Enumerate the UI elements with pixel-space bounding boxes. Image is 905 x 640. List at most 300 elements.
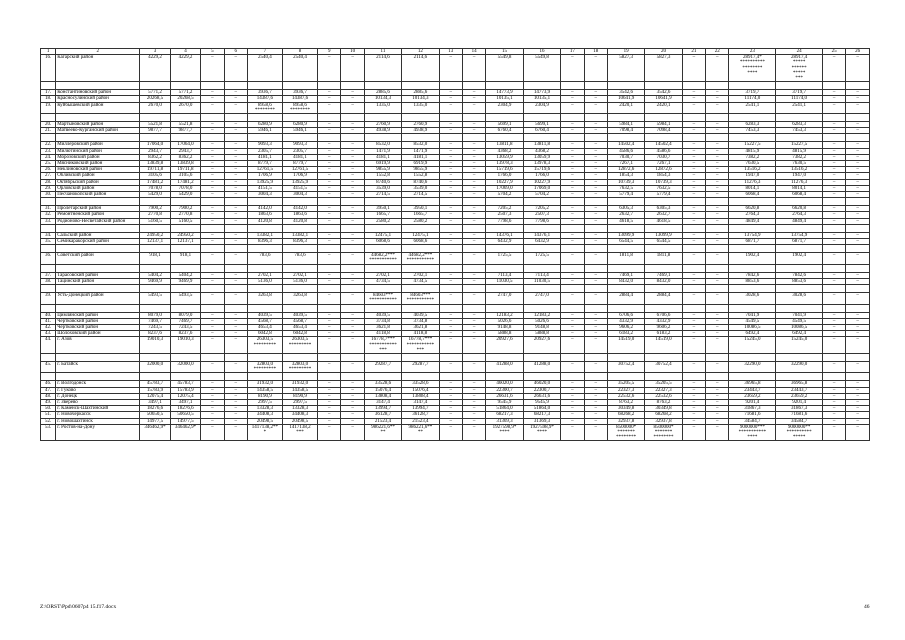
spacer-cell: [645, 134, 682, 142]
value-cell: –: [682, 154, 705, 160]
row-number-cell: 48.: [41, 393, 56, 399]
value-cell: 2305,7: [282, 148, 317, 154]
value-cell: –: [224, 399, 247, 405]
value-cell: 5704,2: [523, 192, 560, 198]
row-number-cell: 18.: [41, 96, 56, 102]
value-cell: –: [682, 253, 705, 264]
value-cell: 17064,0: [140, 142, 170, 148]
spacer-cell: [846, 245, 870, 253]
value-cell: –: [201, 278, 224, 284]
spacer-cell: [776, 304, 823, 312]
spacer-cell: [247, 82, 282, 90]
value-cell: 11030,5: [523, 278, 560, 284]
value-cell: –: [706, 318, 729, 324]
value-cell: –: [584, 406, 607, 412]
spacer-cell: [201, 224, 224, 232]
value-cell: 3147,4: [402, 399, 439, 405]
value-cell: –: [561, 272, 584, 278]
value-cell: –: [846, 361, 870, 372]
value-cell: –: [822, 212, 845, 218]
value-cell: 4938,9: [402, 128, 439, 134]
spacer-cell: [402, 304, 439, 312]
value-cell: –: [682, 272, 705, 278]
spacer-cell: [170, 245, 200, 253]
spacer-cell: [523, 264, 560, 272]
value-cell: 8779,7: [282, 161, 317, 167]
value-cell: 35205,5: [607, 381, 644, 387]
value-cell: –: [439, 331, 462, 337]
value-cell: –: [682, 387, 705, 393]
value-cell: 84603*** ***********: [402, 293, 439, 304]
value-cell: 4039,5: [402, 312, 439, 318]
value-cell: –: [584, 148, 607, 154]
value-cell: 4849,4: [776, 218, 823, 224]
spacer-cell: [140, 198, 170, 206]
value-cell: –: [822, 55, 845, 82]
value-cell: –: [462, 418, 485, 424]
spacer-cell: [561, 245, 584, 253]
row-number-cell: 39.: [41, 293, 56, 304]
value-cell: 12075,4: [170, 393, 200, 399]
value-cell: –: [584, 412, 607, 418]
value-cell: 6706,6: [607, 312, 644, 318]
value-cell: 1811,8: [607, 253, 644, 264]
value-cell: –: [846, 55, 870, 82]
value-cell: 11174,0: [729, 96, 776, 102]
value-cell: –: [561, 102, 584, 113]
column-number-cell: 23: [729, 49, 776, 55]
value-cell: 34408,3: [282, 412, 317, 418]
spacer-cell: [282, 353, 317, 361]
spacer-cell: [776, 134, 823, 142]
value-cell: 2747,0: [486, 293, 523, 304]
spacer-cell: [140, 373, 170, 381]
spacer-cell: [140, 285, 170, 293]
value-cell: –: [706, 122, 729, 128]
value-cell: –: [201, 173, 224, 179]
value-cell: –: [846, 418, 870, 424]
value-cell: 1725,5: [523, 253, 560, 264]
value-cell: 2714,5: [364, 192, 401, 198]
spacer-cell: [341, 114, 364, 122]
spacer-cell: [706, 304, 729, 312]
spacer-cell: [364, 264, 401, 272]
value-cell: –: [224, 173, 247, 179]
value-cell: –: [201, 148, 224, 154]
value-cell: 9201,4: [776, 399, 823, 405]
value-cell: –: [439, 312, 462, 318]
spacer-cell: [341, 82, 364, 90]
value-cell: –: [561, 148, 584, 154]
value-cell: –: [561, 318, 584, 324]
value-cell: –: [224, 185, 247, 191]
value-cell: –: [318, 232, 341, 238]
spacer-cell: [364, 304, 401, 312]
value-cell: 2702,1: [402, 272, 439, 278]
column-number-cell: 5: [201, 49, 224, 55]
spacer-cell: [201, 353, 224, 361]
value-cell: 9093,3: [247, 142, 282, 148]
district-name-cell: Матвеево-Курганский район: [56, 128, 140, 134]
value-cell: –: [341, 278, 364, 284]
value-cell: 31369,3: [486, 418, 523, 424]
value-cell: –: [561, 361, 584, 372]
value-cell: 26631,6: [486, 393, 523, 399]
spacer-cell: [282, 114, 317, 122]
value-cell: –: [682, 331, 705, 337]
spacer-cell: [486, 304, 523, 312]
value-cell: 13811,8: [523, 142, 560, 148]
spacer-cell: [846, 114, 870, 122]
value-cell: 3950,1: [364, 206, 401, 212]
value-cell: –: [706, 192, 729, 198]
spacer-cell: [439, 304, 462, 312]
value-cell: –: [439, 179, 462, 185]
value-cell: 28917,4* ********** ******** ****: [729, 55, 776, 82]
value-cell: 32000,0: [170, 361, 200, 372]
value-cell: –: [846, 96, 870, 102]
value-cell: –: [439, 232, 462, 238]
value-cell: 13925,9: [247, 179, 282, 185]
value-cell: –: [224, 239, 247, 245]
value-cell: 8190,9: [282, 393, 317, 399]
value-cell: 20268,5: [170, 96, 200, 102]
spacer-cell: [247, 134, 282, 142]
value-cell: –: [561, 399, 584, 405]
value-cell: –: [706, 55, 729, 82]
value-cell: 15245,0: [776, 337, 823, 354]
value-cell: –: [439, 96, 462, 102]
spacer-cell: [462, 264, 485, 272]
value-cell: 4368,2: [486, 148, 523, 154]
district-name-cell: Милютинский район: [56, 148, 140, 154]
spacer-cell: [607, 114, 644, 122]
value-cell: 1766,0: [523, 173, 560, 179]
spacer-cell: [56, 224, 140, 232]
value-cell: 1417138,2 ***: [282, 424, 317, 441]
spacer-cell: [56, 304, 140, 312]
value-cell: –: [318, 218, 341, 224]
row-number-cell: 47.: [41, 387, 56, 393]
value-cell: 3539,0: [402, 185, 439, 191]
value-cell: –: [584, 337, 607, 354]
value-cell: 8763,2: [645, 399, 682, 405]
district-name-cell: Тацинский район: [56, 278, 140, 284]
value-cell: –: [224, 212, 247, 218]
value-cell: 15076,4: [364, 387, 401, 393]
value-cell: 32000,0: [140, 361, 170, 372]
value-cell: 2760,9: [364, 122, 401, 128]
value-cell: 1706,9: [247, 173, 282, 179]
row-number-cell: 16.: [41, 55, 56, 82]
value-cell: –: [682, 173, 705, 179]
value-cell: –: [584, 122, 607, 128]
spacer-cell: [561, 264, 584, 272]
value-cell: 84603*** ***********: [364, 293, 401, 304]
value-cell: –: [561, 278, 584, 284]
value-cell: –: [439, 192, 462, 198]
value-cell: –: [584, 312, 607, 318]
value-cell: –: [224, 381, 247, 387]
spacer-cell: [607, 373, 644, 381]
spacer-cell: [561, 353, 584, 361]
district-name-cell: Константиновский район: [56, 90, 140, 96]
value-cell: 8079,0: [170, 312, 200, 318]
value-cell: –: [224, 179, 247, 185]
value-cell: –: [341, 337, 364, 354]
value-cell: –: [201, 102, 224, 113]
value-cell: 918,1: [140, 253, 170, 264]
value-cell: 6305,3: [645, 206, 682, 212]
spacer-cell: [201, 264, 224, 272]
spacer-cell: [224, 198, 247, 206]
value-cell: 6283,3: [776, 122, 823, 128]
value-cell: 3263,8: [247, 293, 282, 304]
district-name-cell: Цимлянский район: [56, 312, 140, 318]
spacer-cell: [776, 285, 823, 293]
value-cell: –: [439, 324, 462, 330]
value-cell: –: [201, 212, 224, 218]
value-cell: –: [462, 387, 485, 393]
district-name-cell: Мартыновский район: [56, 122, 140, 128]
value-cell: –: [682, 192, 705, 198]
value-cell: 5549,8: [523, 55, 560, 82]
value-cell: –: [682, 412, 705, 418]
value-cell: 6432,9: [523, 239, 560, 245]
district-name-cell: Пролетарский район: [56, 206, 140, 212]
row-number-cell: 20.: [41, 122, 56, 128]
value-cell: 31932,0: [282, 381, 317, 387]
spacer-cell: [822, 82, 845, 90]
spacer-cell: [846, 353, 870, 361]
spacer-cell: [170, 373, 200, 381]
value-cell: 68268,2: [607, 412, 644, 418]
spacer-cell: [364, 82, 401, 90]
spacer-cell: [341, 198, 364, 206]
value-cell: 4181,1: [402, 154, 439, 160]
column-number-cell: 18: [584, 49, 607, 55]
value-cell: –: [341, 387, 364, 393]
value-cell: –: [822, 122, 845, 128]
district-name-cell: Чертковский район: [56, 318, 140, 324]
value-cell: –: [201, 122, 224, 128]
spacer-cell: [56, 82, 140, 90]
value-cell: –: [439, 122, 462, 128]
value-cell: –: [561, 324, 584, 330]
value-cell: 13516,2: [776, 167, 823, 173]
value-cell: 6068,6: [402, 239, 439, 245]
value-cell: –: [462, 173, 485, 179]
value-cell: 2747,0: [523, 293, 560, 304]
value-cell: 19711,8: [140, 167, 170, 173]
value-cell: 31369,3: [523, 418, 560, 424]
value-cell: 15719,6: [486, 167, 523, 173]
value-cell: 8396,3: [282, 239, 317, 245]
value-cell: 14502,4: [607, 142, 644, 148]
value-cell: –: [846, 239, 870, 245]
spacer-cell: [846, 82, 870, 90]
value-cell: 9000000** ********** *****: [776, 424, 823, 441]
spacer-cell: [729, 353, 776, 361]
value-cell: 7632,5: [607, 185, 644, 191]
value-cell: 1766,0: [486, 173, 523, 179]
value-cell: –: [318, 387, 341, 393]
value-cell: 1811,8: [645, 253, 682, 264]
spacer-cell: [607, 134, 644, 142]
spacer-cell: [318, 264, 341, 272]
spacer-cell: [170, 134, 200, 142]
value-cell: 68217,3: [486, 412, 523, 418]
spacer-cell: [364, 245, 401, 253]
value-cell: –: [439, 154, 462, 160]
value-cell: –: [318, 173, 341, 179]
spacer-cell: [607, 264, 644, 272]
value-cell: –: [584, 381, 607, 387]
value-cell: –: [561, 406, 584, 412]
value-cell: 1665,7: [402, 212, 439, 218]
value-cell: 12475,1: [364, 232, 401, 238]
value-cell: –: [462, 337, 485, 354]
district-name-cell: г. Зверево: [56, 399, 140, 405]
spacer-cell: [561, 373, 584, 381]
value-cell: –: [439, 218, 462, 224]
value-cell: 12137,1: [140, 239, 170, 245]
spacer-cell: [822, 264, 845, 272]
value-cell: 13059,9: [523, 154, 560, 160]
value-cell: –: [561, 192, 584, 198]
spacer-cell: [201, 304, 224, 312]
value-cell: 22532,6: [645, 393, 682, 399]
spacer-cell: [486, 82, 523, 90]
spacer-cell: [607, 82, 644, 90]
row-number-cell: 49.: [41, 399, 56, 405]
table-row: [41, 253, 870, 264]
spacer-cell: [846, 373, 870, 381]
value-cell: –: [561, 55, 584, 82]
value-cell: –: [462, 167, 485, 173]
value-cell: –: [682, 122, 705, 128]
value-cell: –: [318, 412, 341, 418]
value-cell: 17064,0: [170, 142, 200, 148]
value-cell: 7267,1: [607, 161, 644, 167]
spacer-row: [41, 285, 870, 293]
value-cell: 8432,0: [607, 278, 644, 284]
spacer-cell: [822, 353, 845, 361]
value-cell: –: [224, 324, 247, 330]
spacer-cell: [282, 245, 317, 253]
value-cell: 1335,0: [364, 102, 401, 113]
value-cell: –: [822, 128, 845, 134]
row-number-cell: 50.: [41, 406, 56, 412]
value-cell: –: [846, 293, 870, 304]
value-cell: 16778,7*** *********** ***: [364, 337, 401, 354]
spacer-cell: [729, 114, 776, 122]
value-cell: –: [341, 424, 364, 441]
value-cell: –: [341, 128, 364, 134]
value-cell: –: [584, 393, 607, 399]
value-cell: –: [341, 206, 364, 212]
spacer-cell: [247, 224, 282, 232]
row-number-cell: 27.: [41, 173, 56, 179]
value-cell: –: [439, 424, 462, 441]
value-cell: –: [706, 167, 729, 173]
value-cell: 2580,2: [364, 218, 401, 224]
spacer-cell: [706, 353, 729, 361]
column-number-cell: 3: [140, 49, 170, 55]
value-cell: –: [822, 167, 845, 173]
value-cell: –: [318, 154, 341, 160]
spacer-cell: [282, 224, 317, 232]
value-cell: –: [341, 324, 364, 330]
spacer-cell: [729, 285, 776, 293]
spacer-cell: [439, 353, 462, 361]
value-cell: 3028,6: [776, 293, 823, 304]
row-number-cell: 22.: [41, 142, 56, 148]
value-cell: –: [561, 387, 584, 393]
spacer-cell: [439, 245, 462, 253]
value-cell: –: [706, 154, 729, 160]
value-cell: 12872,6: [645, 167, 682, 173]
value-cell: 4653,4: [247, 324, 282, 330]
value-cell: –: [846, 324, 870, 330]
spacer-cell: [645, 245, 682, 253]
value-cell: 7798,6: [523, 218, 560, 224]
spacer-cell: [584, 198, 607, 206]
spacer-cell: [584, 373, 607, 381]
value-cell: 6492,4: [776, 331, 823, 337]
spacer-cell: [402, 134, 439, 142]
value-cell: 7632,5: [645, 185, 682, 191]
value-cell: 4332,9: [645, 318, 682, 324]
value-cell: 8237,6: [140, 331, 170, 337]
value-cell: –: [318, 312, 341, 318]
value-cell: 2420,1: [607, 102, 644, 113]
value-cell: 4118,8: [364, 331, 401, 337]
value-cell: –: [682, 232, 705, 238]
district-name-cell: г. Новочеркасск: [56, 412, 140, 418]
value-cell: 13808,4: [402, 393, 439, 399]
district-name-cell: г. Каменск-Шахтинский: [56, 406, 140, 412]
value-cell: –: [439, 167, 462, 173]
value-cell: 6068,4: [729, 192, 776, 198]
value-cell: 7243,5: [170, 324, 200, 330]
spacer-cell: [561, 134, 584, 142]
value-cell: 9201,4: [729, 399, 776, 405]
column-number-cell: 16: [523, 49, 560, 55]
spacer-row: [41, 198, 870, 206]
value-cell: –: [201, 179, 224, 185]
spacer-cell: [645, 304, 682, 312]
value-cell: –: [341, 173, 364, 179]
value-cell: 2541,1: [729, 102, 776, 113]
spacer-cell: [41, 114, 56, 122]
spacer-row: [41, 134, 870, 142]
value-cell: 1902,4: [776, 253, 823, 264]
value-cell: 7078,0: [140, 185, 170, 191]
value-cell: 7630,5: [729, 161, 776, 167]
value-cell: –: [846, 206, 870, 212]
spacer-cell: [402, 198, 439, 206]
value-cell: –: [706, 293, 729, 304]
value-cell: –: [822, 148, 845, 154]
value-cell: 46020,0: [486, 381, 523, 387]
value-cell: –: [462, 272, 485, 278]
value-cell: 1665,7: [364, 212, 401, 218]
spacer-cell: [462, 82, 485, 90]
value-cell: –: [201, 381, 224, 387]
value-cell: 20927,6: [486, 337, 523, 354]
column-number-cell: 2: [56, 49, 140, 55]
